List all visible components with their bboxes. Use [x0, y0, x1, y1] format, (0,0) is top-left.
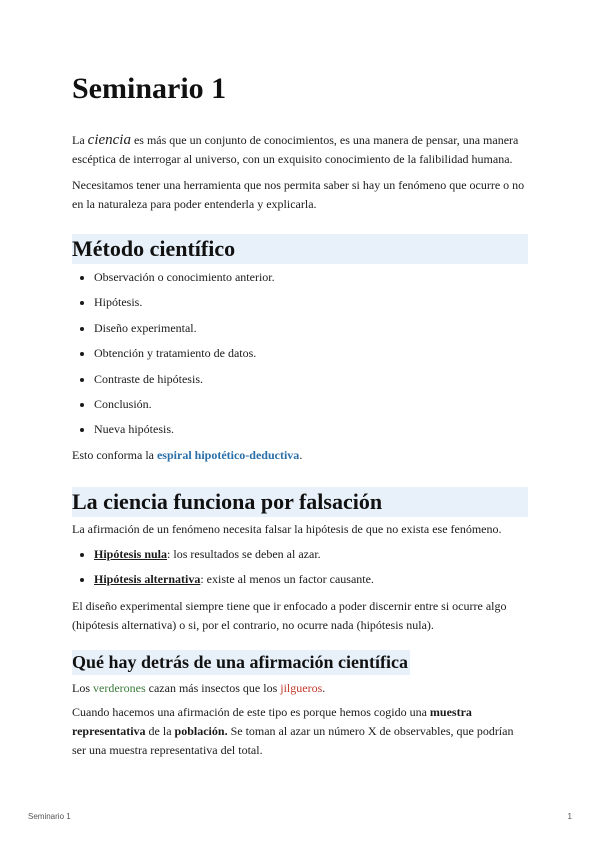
birds-sentence	[72, 679, 325, 698]
birds-period: .	[322, 681, 326, 695]
list-item: • Conclusión.	[94, 395, 275, 420]
page-title: Seminario 1	[72, 72, 227, 105]
birds-text-mid: cazan más insectos que los	[145, 681, 281, 695]
hipotesis-alternativa-term: Hipótesis alternativa	[94, 572, 201, 586]
list-item: • Contraste de hipótesis.	[94, 370, 275, 395]
muestra-text-2: de la	[145, 724, 175, 738]
diseno-paragraph: El diseño experimental siempre tiene que ir enfocado a poder discernir entre si ocurre algo (hipótesis alternativa) o si, por el contrario, no ocurre nada (hipótesis nula).	[72, 599, 507, 632]
footer-title: Seminario 1	[28, 812, 71, 821]
muestra-bold: muestra representativa	[72, 705, 472, 738]
hipotesis-nula-text: : los resultados se deben al azar.	[167, 547, 321, 561]
hypothesis-list	[72, 545, 374, 595]
hipotesis-nula-term: Hipótesis nula	[94, 547, 168, 561]
verderones-word: verderones	[93, 681, 146, 695]
section-heading-afirmacion: Qué hay detrás de una afirmación científica	[72, 650, 410, 675]
list-item-hipotesis-nula	[94, 545, 374, 570]
ciencia-word: ciencia	[87, 132, 131, 148]
poblacion-bold: población.	[174, 724, 228, 738]
muestra-text-1: Cuando hacemos una afirmación de este tipo es porque hemos cogido una	[72, 705, 430, 719]
list-item: • Hipótesis.	[94, 293, 275, 318]
muestra-paragraph	[72, 703, 528, 760]
section-heading-metodo: Método científico	[72, 234, 528, 264]
falsacion-intro: La afirmación de un fenómeno necesita falsar la hipótesis de que no exista ese fenómeno.	[72, 522, 502, 536]
espiral-link[interactable]: espiral hipotético-deductiva	[156, 448, 300, 462]
list-item: • Diseño experimental.	[94, 319, 275, 344]
list-item-hipotesis-alternativa	[94, 570, 374, 595]
intro-paragraph-1	[72, 131, 528, 169]
espiral-paragraph	[72, 446, 302, 465]
list-item: • Observación o conocimiento anterior.	[94, 268, 275, 293]
list-item: • Obtención y tratamiento de datos.	[94, 344, 275, 369]
jilgueros-word: jilgueros	[280, 681, 323, 695]
footer-page-number: 1	[567, 812, 572, 821]
birds-text-start: Los	[72, 681, 93, 695]
method-steps-list	[72, 268, 275, 446]
intro-text-end: es más que un conjunto de conocimientos, es una manera de pensar, una manera escéptica de interrogar al universo, con un exquisito conocimiento de la falibilidad humana.	[72, 133, 519, 166]
espiral-text: Esto conforma la	[72, 448, 157, 462]
list-item: • Nueva hipótesis.	[94, 420, 275, 445]
intro-paragraph-2: Necesitamos tener una herramienta que nos permita saber si hay un fenómeno que ocurre o no en la naturaleza para poder entenderla y explicarla.	[72, 178, 525, 211]
espiral-period: .	[299, 448, 303, 462]
muestra-text-3: Se toman al azar un número X de observables, que podrían ser una muestra representativa del total.	[72, 724, 514, 757]
section-heading-falsacion: La ciencia funciona por falsación	[72, 487, 528, 517]
hipotesis-alternativa-text: : existe al menos un factor causante.	[200, 572, 374, 586]
intro-text-start: La	[72, 133, 85, 147]
